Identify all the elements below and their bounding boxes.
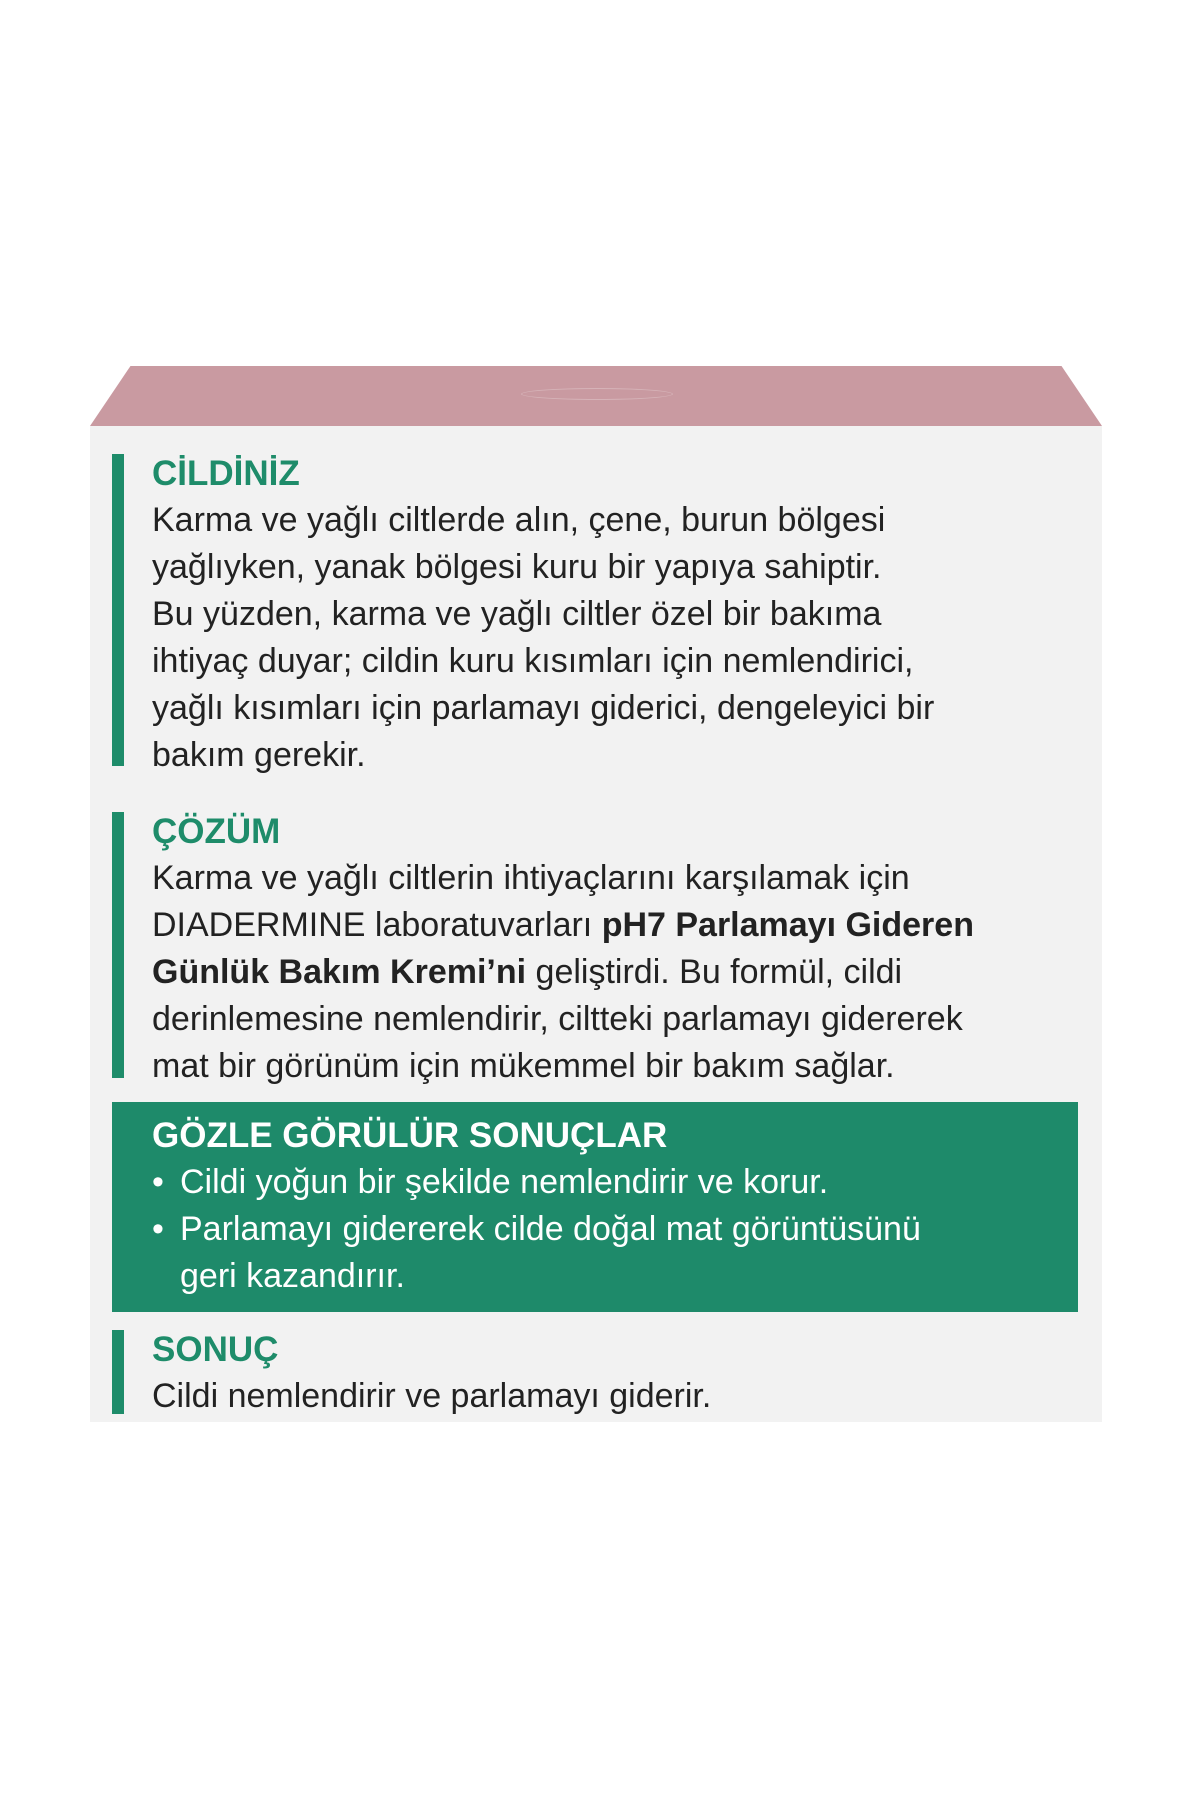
body-line: Karma ve yağlı ciltlerde alın, çene, burun bölgesi — [152, 501, 886, 539]
lid-emboss-mark — [521, 388, 673, 400]
product-name-bold: Günlük Bakım Kremi’ni — [152, 953, 527, 991]
body-line: Karma ve yağlı ciltlerin ihtiyaçlarını karşılamak için — [152, 859, 910, 897]
body-text: DIADERMINE laboratuvarları — [152, 906, 602, 944]
section-body-sonuc — [152, 1373, 711, 1420]
body-line: ihtiyaç duyar; cildin kuru kısımları için nemlendirici, — [152, 642, 914, 680]
package-side-panel — [90, 426, 1102, 1422]
section-cildiniz — [112, 450, 1072, 774]
package-lid — [90, 366, 1102, 426]
results-list — [152, 1159, 921, 1300]
results-list-item — [152, 1206, 921, 1300]
bullet-dot: • — [152, 1210, 164, 1248]
body-line: Cildi nemlendirir ve parlamayı giderir. — [152, 1377, 712, 1415]
body-line — [152, 902, 974, 949]
body-line: Bu yüzden, karma ve yağlı ciltler özel bir bakıma — [152, 595, 882, 633]
product-name-bold: pH7 Parlamayı Gideren — [601, 906, 974, 944]
results-title: GÖZLE GÖRÜLÜR SONUÇLAR — [152, 1116, 668, 1155]
section-sonuc — [112, 1326, 1072, 1422]
body-line: mat bir görünüm için mükemmel bir bakım sağlar. — [152, 1047, 895, 1085]
body-line: yağlıyken, yanak bölgesi kuru bir yapıya sahiptir. — [152, 548, 882, 586]
results-list-item — [152, 1159, 921, 1206]
section-title-cildiniz: CİLDİNİZ — [152, 454, 300, 493]
body-line: yağlı kısımları için parlamayı giderici, dengeleyici bir — [152, 689, 935, 727]
body-line — [152, 949, 974, 996]
section-body-cozum — [152, 855, 974, 1090]
section-accent-bar — [112, 454, 124, 766]
results-banner — [112, 1102, 1078, 1312]
section-cozum — [112, 808, 1072, 1088]
section-accent-bar — [112, 812, 124, 1078]
section-accent-bar — [112, 1330, 124, 1414]
section-title-cozum: ÇÖZÜM — [152, 812, 281, 851]
result-text: Cildi yoğun bir şekilde nemlendirir ve korur. — [180, 1163, 829, 1201]
section-body-cildiniz — [152, 497, 934, 779]
body-line: derinlemesine nemlendirir, ciltteki parlamayı gidererek — [152, 1000, 963, 1038]
bullet-dot: • — [152, 1163, 164, 1201]
body-text: geliştirdi. Bu formül, cildi — [526, 953, 903, 991]
body-line: bakım gerekir. — [152, 736, 366, 774]
result-text: geri kazandırır. — [180, 1257, 405, 1295]
section-title-sonuc: SONUÇ — [152, 1330, 279, 1369]
result-text: Parlamayı gidererek cilde doğal mat görüntüsünü — [180, 1210, 921, 1248]
